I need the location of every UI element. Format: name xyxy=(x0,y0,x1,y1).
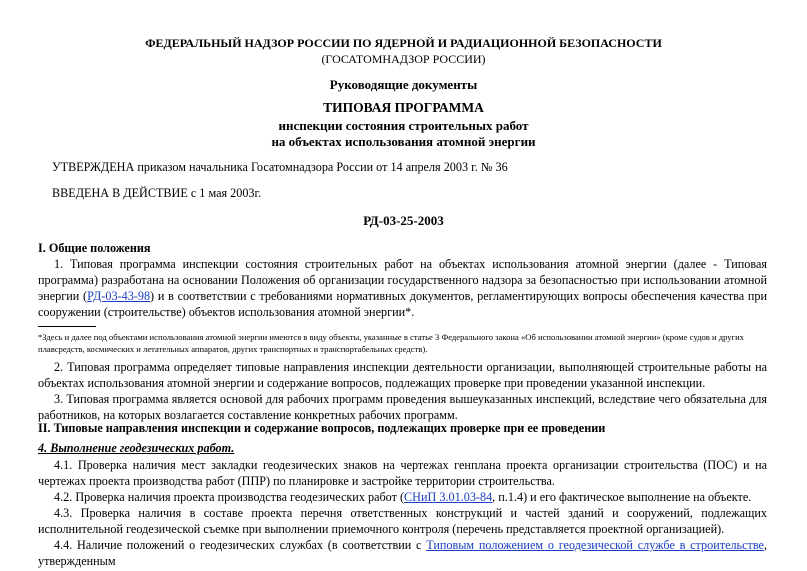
paragraph-4-4 xyxy=(38,537,767,569)
approval-line xyxy=(52,160,508,175)
document-code: РД-03-25-2003 xyxy=(363,213,444,228)
link-snip-3-01-03-84[interactable]: СНиП 3.01.03-84 xyxy=(404,490,493,504)
agency-title: ФЕДЕРАЛЬНЫЙ НАДЗОР РОССИИ ПО ЯДЕРНОЙ И РАДИАЦИОННОЙ БЕЗОПАСНОСТИ xyxy=(145,36,662,50)
document-subtitle-1: инспекции состояния строительных работ xyxy=(278,118,529,133)
effective-label: ВВЕДЕНА В ДЕЙСТВИЕ xyxy=(52,186,188,200)
paragraph-4-4-text-a: 4.4. Наличие положений о геодезических службах (в соответствии с xyxy=(54,538,427,552)
paragraph-1 xyxy=(38,256,767,320)
approval-label: УТВЕРЖДЕНА xyxy=(52,160,135,174)
paragraph-4-2-text-b: , п.1.4) и его фактическое выполнение на объекте. xyxy=(492,490,752,504)
section-2-heading: II. Типовые направления инспекции и содержание вопросов, подлежащих проверке при ее проведении xyxy=(38,421,606,435)
document-category: Руководящие документы xyxy=(329,77,478,92)
link-geodetic-service-regulation[interactable]: Типовым положением о геодезической службе в строительстве xyxy=(426,538,764,552)
paragraph-2: 2. Типовая программа определяет типовые направления инспекции деятельности организации, выполняющей строительные работы на объектах использования атомной энергии и содержание вопросов, подлежащих проверке при проведении указанной инспекции. xyxy=(38,360,767,390)
subsection-4-heading xyxy=(38,440,767,456)
effective-text: с 1 мая 2003г. xyxy=(187,186,262,200)
paragraph-1-text-b: ) и в соответствии с требованиями нормативных документов, регламентирующих вопросы обеспечения качества при сооружении (строительстве) объектов использования атомной энергии*. xyxy=(38,289,768,319)
approval-text: приказом начальника Госатомнадзора России от 14 апреля 2003 г. № 36 xyxy=(134,160,508,174)
paragraph-4-2 xyxy=(38,489,767,505)
paragraph-4-4-text-b: , утвержденным xyxy=(38,538,767,568)
agency-short-name: (ГОСАТОМНАДЗОР РОССИИ) xyxy=(321,52,486,66)
paragraph-4-2-text-a: 4.2. Проверка наличия проекта производства геодезических работ ( xyxy=(54,490,405,504)
effective-line xyxy=(52,186,261,201)
footnote-divider xyxy=(38,326,96,327)
document-title: ТИПОВАЯ ПРОГРАММА xyxy=(323,100,484,115)
paragraph-1-text-a: 1. Типовая программа инспекции состояния строительных работ на объектах использования атомной энергии (далее - Типовая программа) разработана на основании Положения об организации государственного надзора за безопасностью при использовании атомной энергии ( xyxy=(38,257,767,303)
link-rd-03-43-98[interactable]: РД-03-43-98 xyxy=(87,289,151,303)
footnote: *Здесь и далее под объектами использования атомной энергии имеются в виду объекты, указанные в статье 3 Федерального закона «Об использовании атомной энергии» (кроме судов и других плавсредств, космических и летательных аппаратов, других транспортных и транспортабельных средств). xyxy=(38,332,744,354)
paragraph-4-1: 4.1. Проверка наличия мест закладки геодезических знаков на чертежах генплана проекта организации строительства (ПОС) и на чертежах проекта производства работ (ППР) по планировке и застройке территории строительства. xyxy=(38,458,767,488)
document-subtitle-2: на объектах использования атомной энергии xyxy=(271,134,536,149)
section-1-heading: I. Общие положения xyxy=(38,241,151,255)
subsection-4-title: 4. Выполнение геодезических работ. xyxy=(38,441,235,455)
paragraph-4-3: 4.3. Проверка наличия в составе проекта перечня ответственных конструкций и частей зданий и сооружений, подлежащих исполнительной геодезической съемке при выполнении приемочного контроля (перечень представляется проектной организацией). xyxy=(38,506,767,536)
paragraph-3: 3. Типовая программа является основой для рабочих программ проведения вышеуказанных инспекций, вследствие чего обязательна для работников, на которых возлагается составление конкретных рабочих программ. xyxy=(38,392,767,422)
